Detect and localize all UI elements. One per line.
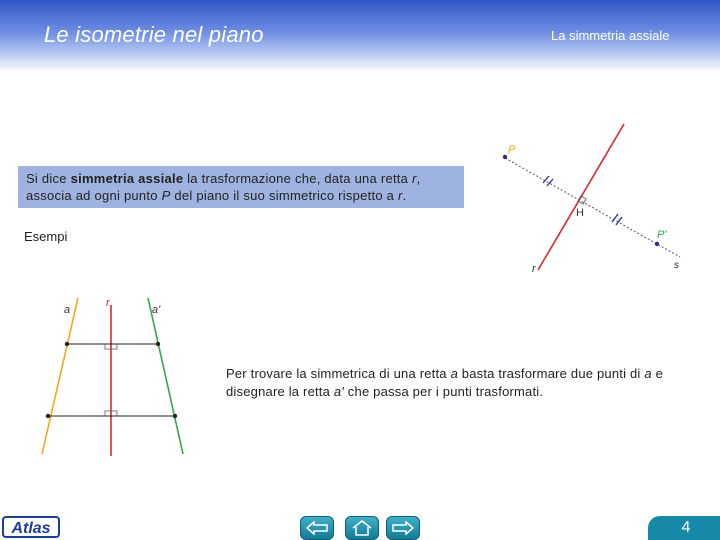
definition-text: la trasformazione che, data una retta [183, 171, 413, 186]
label-s: s [674, 260, 679, 271]
page-number [648, 516, 720, 540]
label-h: H [576, 207, 584, 219]
right-angle-mark [111, 411, 117, 416]
home-icon [351, 520, 373, 536]
definition-text: , associa ad ogni punto [26, 171, 421, 203]
arrow-right-icon [392, 521, 414, 535]
home-button[interactable] [345, 516, 379, 540]
label-r: r [106, 297, 110, 309]
line-a [42, 298, 78, 454]
explanation-var: a [450, 366, 458, 381]
examples-label: Esempi [24, 229, 68, 244]
previous-button[interactable] [300, 516, 334, 540]
point [156, 342, 160, 346]
definition-text: del piano il suo simmetrico rispetto a [170, 188, 399, 203]
page-number-value: 4 [681, 519, 691, 536]
page-title: Le isometrie nel piano [44, 22, 264, 47]
label-a-prime: a' [152, 304, 161, 316]
definition-var: P [161, 188, 171, 203]
explanation-var: a [644, 366, 652, 381]
right-angle-mark [111, 344, 117, 349]
point [173, 414, 177, 418]
definition-var: r [398, 188, 403, 203]
arrow-left-icon [306, 521, 328, 535]
definition-term: simmetria assiale [70, 171, 184, 186]
explanation-var: a' [333, 384, 344, 399]
explanation-part: che passa per i punti trasformati. [344, 384, 544, 399]
label-p-prime: P' [657, 229, 667, 241]
label-a: a [64, 304, 71, 316]
line-a-prime [148, 298, 183, 454]
explanation-part: basta trasformare due punti di [458, 366, 645, 381]
definition-var: r [412, 171, 417, 186]
next-button[interactable] [386, 516, 420, 540]
label-r: r [532, 263, 536, 275]
explanation-part: e disegnare la retta [226, 366, 664, 399]
right-angle-mark [105, 344, 111, 349]
explanation-text [226, 365, 696, 401]
definition-text: . [402, 188, 407, 203]
right-angle-mark [105, 411, 111, 416]
label-p: P [508, 144, 516, 156]
section-title: La simmetria assiale [551, 28, 670, 43]
atlas-logo[interactable]: Atlas [2, 516, 60, 538]
definition-text: Si dice [26, 171, 71, 186]
point [46, 414, 50, 418]
explanation-part: Per trovare la simmetrica di una retta [226, 366, 451, 381]
point [65, 342, 69, 346]
